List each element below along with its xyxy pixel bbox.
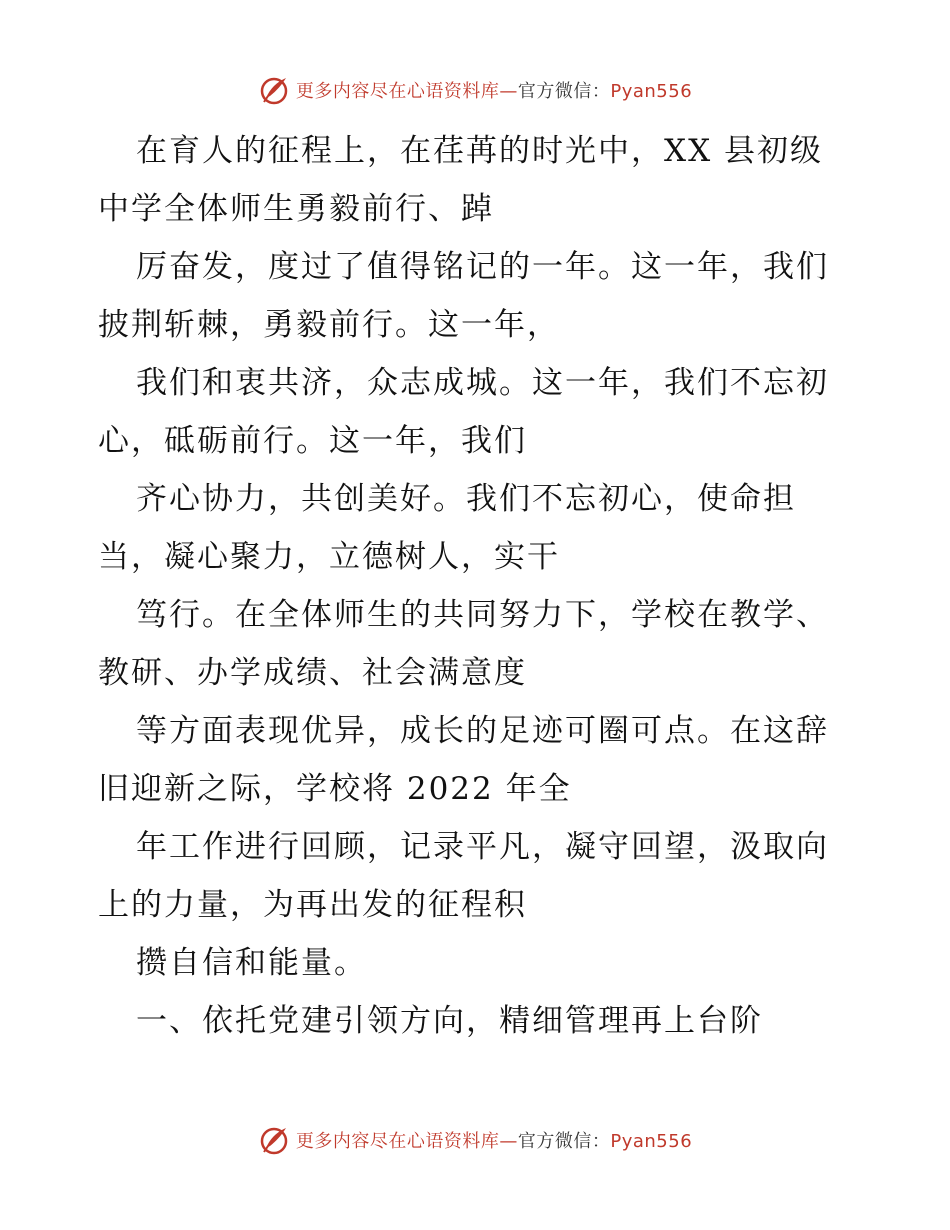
text-line: 等方面表现优异，成长的足迹可圈可点。在这辞 — [136, 713, 829, 749]
header-watermark-banner — [0, 70, 950, 110]
text-line: 齐心协力，共创美好。我们不忘初心，使命担 — [136, 481, 796, 517]
text-line: 厉奋发，度过了值得铭记的一年。这一年，我们 — [136, 249, 829, 285]
text-line: 在育人的征程上，在荏苒的时光中，XX 县初级 — [136, 133, 823, 169]
text-line: 一、依托党建引领方向，精细管理再上台阶 — [136, 1003, 763, 1039]
watermark-text: 更多内容尽在心语资料库—官方微信：Pyan556 — [295, 81, 693, 102]
text-line: 中学全体师生勇毅前行、踔 — [98, 191, 494, 227]
text-line: 笃行。在全体师生的共同努力下，学校在教学、 — [136, 597, 829, 633]
footer-watermark-banner — [0, 1120, 950, 1160]
wechat-id: Pyan556 — [610, 81, 693, 102]
text-line: 上的力量，为再出发的征程积 — [98, 887, 527, 923]
text-line: 我们和衷共济，众志成城。这一年，我们不忘初 — [136, 365, 829, 401]
text-line: 披荆斩棘，勇毅前行。这一年， — [98, 307, 560, 343]
wechat-label: 官方微信： — [517, 81, 611, 102]
watermark-text: 更多内容尽在心语资料库—官方微信：Pyan556 — [295, 1131, 693, 1152]
document-body — [98, 122, 858, 1050]
wechat-label: 官方微信： — [517, 1131, 611, 1152]
text-line: 教研、办学成绩、社会满意度 — [98, 655, 527, 691]
text-line: 年工作进行回顾，记录平凡，凝守回望，汲取向 — [136, 829, 829, 865]
quill-logo-icon — [258, 1124, 290, 1156]
text-line: 攒自信和能量。 — [136, 945, 367, 981]
quill-logo-icon — [258, 74, 290, 106]
wechat-id: Pyan556 — [610, 1131, 693, 1152]
text-line: 心，砥砺前行。这一年，我们 — [98, 423, 527, 459]
text-line: 旧迎新之际，学校将 2022 年全 — [98, 771, 572, 807]
text-line: 当，凝心聚力，立德树人，实干 — [98, 539, 560, 575]
